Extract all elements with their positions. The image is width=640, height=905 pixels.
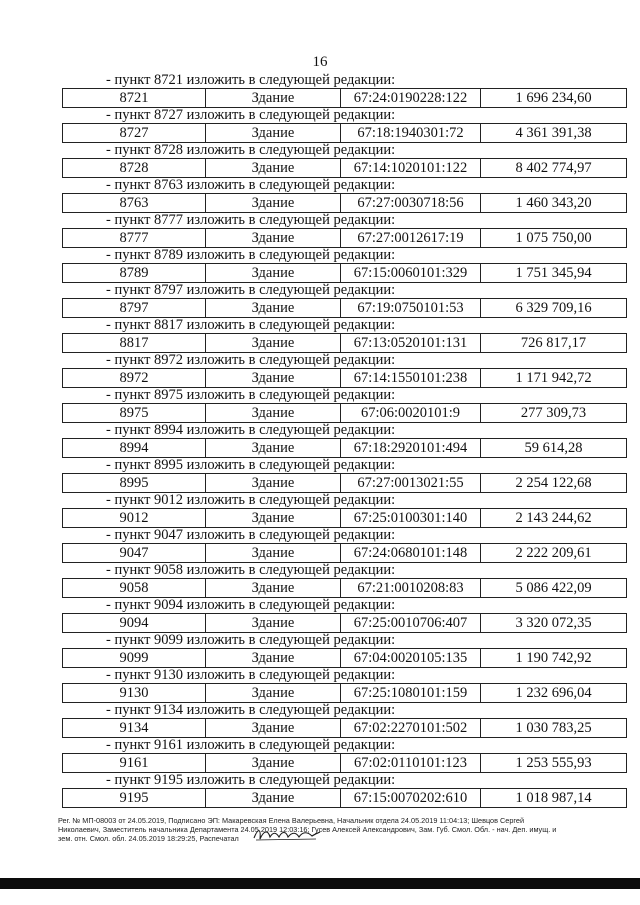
- page-number: 16: [312, 54, 328, 70]
- object-type-cell: Здание: [206, 474, 341, 493]
- item-number-cell: 8789: [63, 264, 206, 283]
- entry-table-row: [62, 753, 627, 773]
- entry-caption: - пункт 9134 изложить в следующей редакции:: [106, 702, 396, 718]
- cadastral-value-cell: 4 361 391,38: [481, 124, 627, 143]
- entry-table-row: [62, 193, 627, 213]
- item-number-cell: 9012: [63, 509, 206, 528]
- item-number-cell: 9099: [63, 649, 206, 668]
- entry: [62, 493, 622, 528]
- entry-caption: - пункт 8727 изложить в следующей редакции:: [106, 107, 396, 123]
- entry-table-row: [62, 543, 627, 563]
- entry-table-row: [62, 788, 627, 808]
- footer-line-1: Рег. № МП-08003 от 24.05.2019, Подписано ЭП: Макаревская Елена Валерьевна, Начальник отдела 24.05.2019 11:04:13; Шевцов Сергей: [58, 816, 525, 825]
- cadastral-number-cell: 67:25:0010706:407: [341, 614, 481, 633]
- entry-table-row: [62, 648, 627, 668]
- entry-table-row: [62, 508, 627, 528]
- cadastral-number-cell: 67:14:1550101:238: [341, 369, 481, 388]
- cadastral-number-cell: 67:25:1080101:159: [341, 684, 481, 703]
- entry-table-row: [62, 298, 627, 318]
- entry-caption: - пункт 8789 изложить в следующей редакции:: [106, 247, 396, 263]
- object-type-cell: Здание: [206, 789, 341, 808]
- cadastral-value-cell: 1 696 234,60: [481, 89, 627, 108]
- entry: [62, 353, 622, 388]
- entry-table-row: [62, 158, 627, 178]
- object-type-cell: Здание: [206, 194, 341, 213]
- cadastral-number-cell: 67:18:1940301:72: [341, 124, 481, 143]
- cadastral-number-cell: 67:02:0110101:123: [341, 754, 481, 773]
- entry-caption: - пункт 9047 изложить в следующей редакции:: [106, 527, 396, 543]
- entry-caption: - пункт 9130 изложить в следующей редакции:: [106, 667, 396, 683]
- cadastral-number-cell: 67:18:2920101:494: [341, 439, 481, 458]
- cadastral-value-cell: 2 222 209,61: [481, 544, 627, 563]
- item-number-cell: 8727: [63, 124, 206, 143]
- cadastral-number-cell: 67:25:0100301:140: [341, 509, 481, 528]
- item-number-cell: 8975: [63, 404, 206, 423]
- entry-table-row: [62, 683, 627, 703]
- entry: [62, 703, 622, 738]
- cadastral-number-cell: 67:13:0520101:131: [341, 334, 481, 353]
- object-type-cell: Здание: [206, 439, 341, 458]
- cadastral-value-cell: 1 253 555,93: [481, 754, 627, 773]
- entry-table-row: [62, 88, 627, 108]
- item-number-cell: 9047: [63, 544, 206, 563]
- entry-table-row: [62, 333, 627, 353]
- entry: [62, 598, 622, 633]
- entries-list: [62, 73, 622, 808]
- cadastral-number-cell: 67:15:0070202:610: [341, 789, 481, 808]
- item-number-cell: 8797: [63, 299, 206, 318]
- item-number-cell: 8721: [63, 89, 206, 108]
- cadastral-value-cell: 6 329 709,16: [481, 299, 627, 318]
- object-type-cell: Здание: [206, 299, 341, 318]
- item-number-cell: 9134: [63, 719, 206, 738]
- cadastral-number-cell: 67:21:0010208:83: [341, 579, 481, 598]
- object-type-cell: Здание: [206, 754, 341, 773]
- entry: [62, 283, 622, 318]
- object-type-cell: Здание: [206, 719, 341, 738]
- entry: [62, 528, 622, 563]
- entry-caption: - пункт 9195 изложить в следующей редакции:: [106, 772, 396, 788]
- entry-caption: - пункт 8721 изложить в следующей редакции:: [106, 72, 396, 88]
- cadastral-value-cell: 1 751 345,94: [481, 264, 627, 283]
- object-type-cell: Здание: [206, 369, 341, 388]
- cadastral-number-cell: 67:14:1020101:122: [341, 159, 481, 178]
- cadastral-number-cell: 67:15:0060101:329: [341, 264, 481, 283]
- item-number-cell: 9195: [63, 789, 206, 808]
- footer-line-3: зем. отн. Смол. обл. 24.05.2019 18:29:25, Распечатал: [58, 834, 239, 843]
- handwritten-signature: [252, 826, 322, 842]
- cadastral-number-cell: 67:27:0013021:55: [341, 474, 481, 493]
- object-type-cell: Здание: [206, 579, 341, 598]
- entry-caption: - пункт 8995 изложить в следующей редакции:: [106, 457, 396, 473]
- entry: [62, 108, 622, 143]
- item-number-cell: 8763: [63, 194, 206, 213]
- page-bottom-bar: [0, 878, 640, 889]
- cadastral-value-cell: 8 402 774,97: [481, 159, 627, 178]
- entry-caption: - пункт 8763 изложить в следующей редакции:: [106, 177, 396, 193]
- entry: [62, 668, 622, 703]
- entry-table-row: [62, 403, 627, 423]
- entry: [62, 178, 622, 213]
- entry-caption: - пункт 8777 изложить в следующей редакции:: [106, 212, 396, 228]
- cadastral-value-cell: 726 817,17: [481, 334, 627, 353]
- entry-caption: - пункт 9099 изложить в следующей редакции:: [106, 632, 396, 648]
- cadastral-value-cell: 59 614,28: [481, 439, 627, 458]
- cadastral-number-cell: 67:24:0190228:122: [341, 89, 481, 108]
- signature-footer: [58, 816, 638, 843]
- object-type-cell: Здание: [206, 334, 341, 353]
- cadastral-value-cell: 277 309,73: [481, 404, 627, 423]
- entry: [62, 563, 622, 598]
- cadastral-value-cell: 1 190 742,92: [481, 649, 627, 668]
- object-type-cell: Здание: [206, 509, 341, 528]
- cadastral-value-cell: 2 143 244,62: [481, 509, 627, 528]
- item-number-cell: 9094: [63, 614, 206, 633]
- cadastral-number-cell: 67:19:0750101:53: [341, 299, 481, 318]
- item-number-cell: 9058: [63, 579, 206, 598]
- entry: [62, 458, 622, 493]
- object-type-cell: Здание: [206, 89, 341, 108]
- entry-caption: - пункт 9161 изложить в следующей редакции:: [106, 737, 396, 753]
- object-type-cell: Здание: [206, 264, 341, 283]
- entry-caption: - пункт 9058 изложить в следующей редакции:: [106, 562, 396, 578]
- cadastral-value-cell: 5 086 422,09: [481, 579, 627, 598]
- entry: [62, 773, 622, 808]
- entry-table-row: [62, 123, 627, 143]
- entry: [62, 388, 622, 423]
- cadastral-value-cell: 1 232 696,04: [481, 684, 627, 703]
- entry-table-row: [62, 263, 627, 283]
- entry: [62, 318, 622, 353]
- item-number-cell: 9130: [63, 684, 206, 703]
- object-type-cell: Здание: [206, 649, 341, 668]
- object-type-cell: Здание: [206, 159, 341, 178]
- entry: [62, 633, 622, 668]
- cadastral-value-cell: 3 320 072,35: [481, 614, 627, 633]
- entry-caption: - пункт 9012 изложить в следующей редакции:: [106, 492, 396, 508]
- cadastral-value-cell: 1 171 942,72: [481, 369, 627, 388]
- entry: [62, 248, 622, 283]
- cadastral-value-cell: 1 018 987,14: [481, 789, 627, 808]
- entry-table-row: [62, 578, 627, 598]
- object-type-cell: Здание: [206, 544, 341, 563]
- cadastral-number-cell: 67:02:2270101:502: [341, 719, 481, 738]
- entry-caption: - пункт 8817 изложить в следующей редакции:: [106, 317, 396, 333]
- cadastral-number-cell: 67:27:0030718:56: [341, 194, 481, 213]
- item-number-cell: 8995: [63, 474, 206, 493]
- entry-table-row: [62, 228, 627, 248]
- cadastral-value-cell: 1 460 343,20: [481, 194, 627, 213]
- object-type-cell: Здание: [206, 614, 341, 633]
- item-number-cell: 8777: [63, 229, 206, 248]
- item-number-cell: 8728: [63, 159, 206, 178]
- object-type-cell: Здание: [206, 124, 341, 143]
- cadastral-number-cell: 67:27:0012617:19: [341, 229, 481, 248]
- entry: [62, 738, 622, 773]
- entry-caption: - пункт 9094 изложить в следующей редакции:: [106, 597, 396, 613]
- cadastral-number-cell: 67:04:0020105:135: [341, 649, 481, 668]
- entry-table-row: [62, 718, 627, 738]
- entry-table-row: [62, 473, 627, 493]
- object-type-cell: Здание: [206, 404, 341, 423]
- item-number-cell: 8817: [63, 334, 206, 353]
- object-type-cell: Здание: [206, 684, 341, 703]
- entry: [62, 423, 622, 458]
- cadastral-number-cell: 67:24:0680101:148: [341, 544, 481, 563]
- item-number-cell: 8972: [63, 369, 206, 388]
- cadastral-number-cell: 67:06:0020101:9: [341, 404, 481, 423]
- entry-table-row: [62, 368, 627, 388]
- entry-caption: - пункт 8728 изложить в следующей редакции:: [106, 142, 396, 158]
- item-number-cell: 9161: [63, 754, 206, 773]
- item-number-cell: 8994: [63, 439, 206, 458]
- entry-caption: - пункт 8972 изложить в следующей редакции:: [106, 352, 396, 368]
- entry: [62, 73, 622, 108]
- entry-table-row: [62, 438, 627, 458]
- cadastral-value-cell: 1 075 750,00: [481, 229, 627, 248]
- footer-line-2: Николаевич, Заместитель начальника Департамента 24.05.2019 12:03:16; Гусев Алексей Александрович, Зам. Губ. Смол. Обл. - нач. Деп. имущ. и: [58, 825, 557, 834]
- entry-caption: - пункт 8797 изложить в следующей редакции:: [106, 282, 396, 298]
- entry-table-row: [62, 613, 627, 633]
- entry-caption: - пункт 8975 изложить в следующей редакции:: [106, 387, 396, 403]
- entry: [62, 213, 622, 248]
- entry-caption: - пункт 8994 изложить в следующей редакции:: [106, 422, 396, 438]
- cadastral-value-cell: 1 030 783,25: [481, 719, 627, 738]
- object-type-cell: Здание: [206, 229, 341, 248]
- cadastral-value-cell: 2 254 122,68: [481, 474, 627, 493]
- entry: [62, 143, 622, 178]
